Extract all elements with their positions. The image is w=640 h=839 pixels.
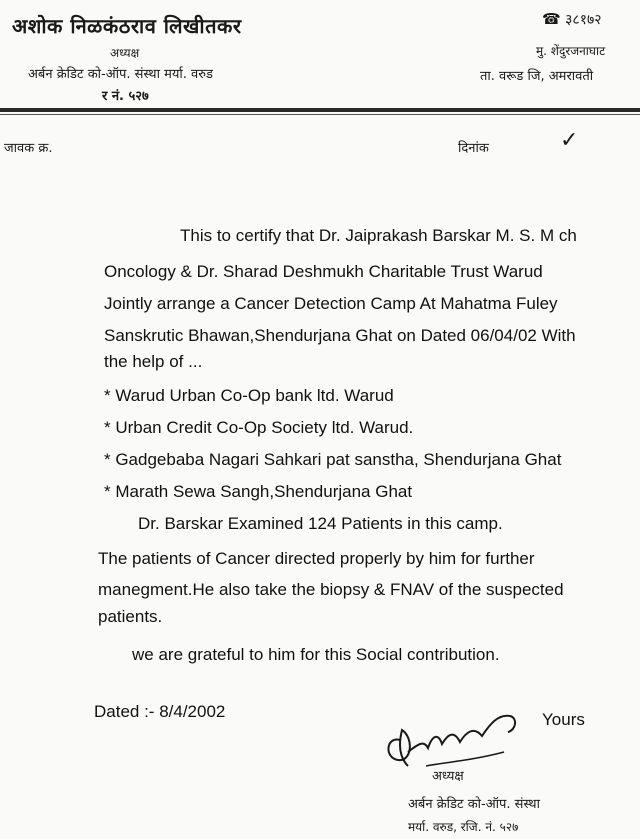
phone-number: ३८१७२ xyxy=(565,12,602,28)
direction-line-2: manegment.He also take the biopsy & FNAV of the suspected xyxy=(98,580,564,599)
helper-item-4: * Marath Sewa Sangh,Shendurjana Ghat xyxy=(104,482,413,501)
helper-item-2: * Urban Credit Co-Op Society ltd. Warud. xyxy=(104,418,414,437)
letterhead-phone xyxy=(542,10,602,29)
exam-line: Dr. Barskar Examined 124 Patients in this camp. xyxy=(138,514,503,533)
telephone-icon: ☎ xyxy=(542,10,561,28)
letterhead-organisation: अर्बन क्रेडिट को-ऑप. संस्था मर्या. वरुड xyxy=(28,67,213,82)
letterhead-divider xyxy=(0,108,640,112)
body-line-4: Sanskrutic Bhawan,Shendurjana Ghat on Dated 06/04/02 With xyxy=(104,326,576,345)
letterhead-registration: र नं. ५२७ xyxy=(102,89,149,104)
letterhead-divider-thin xyxy=(0,114,640,115)
letterhead-address-line1: मु. शेंदुरजनाघाट xyxy=(536,44,606,58)
body-line-5: the help of ... xyxy=(104,352,203,371)
body-line-2: Oncology & Dr. Sharad Deshmukh Charitable Trust Warud xyxy=(104,262,543,281)
letterhead-name: अशोक निळकंठराव लिखीतकर xyxy=(12,14,242,38)
direction-line-1: The patients of Cancer directed properly by him for further xyxy=(98,549,535,568)
letterhead-address-line2: ता. वरूड जि, अमरावती xyxy=(480,69,594,84)
stamp-role: अध्यक्ष xyxy=(432,769,464,784)
closing-yours: Yours xyxy=(542,710,585,729)
stamp-registration: मर्या. वरुड, रजि. नं. ५२७ xyxy=(408,820,519,834)
date-label: दिनांक xyxy=(458,141,489,156)
direction-line-3: patients. xyxy=(98,607,163,626)
helper-item-3: * Gadgebaba Nagari Sahkari pat sanstha, Shendurjana Ghat xyxy=(104,450,562,469)
stamp-organisation: अर्बन क्रेडिट को-ऑप. संस्था xyxy=(408,797,540,812)
grateful-line: we are grateful to him for this Social contribution. xyxy=(132,645,500,664)
helper-item-1: * Warud Urban Co-Op bank ltd. Warud xyxy=(104,386,394,405)
signature xyxy=(378,696,538,776)
reference-number-label: जावक क्र. xyxy=(4,141,53,156)
body-line-3: Jointly arrange a Cancer Detection Camp At Mahatma Fuley xyxy=(104,294,558,313)
body-line-1: This to certify that Dr. Jaiprakash Barskar M. S. M ch xyxy=(180,226,577,245)
dated-line: Dated :- 8/4/2002 xyxy=(94,702,226,721)
letterhead-role: अध्यक्ष xyxy=(110,46,140,60)
date-tick-mark: ✓ xyxy=(560,128,579,153)
